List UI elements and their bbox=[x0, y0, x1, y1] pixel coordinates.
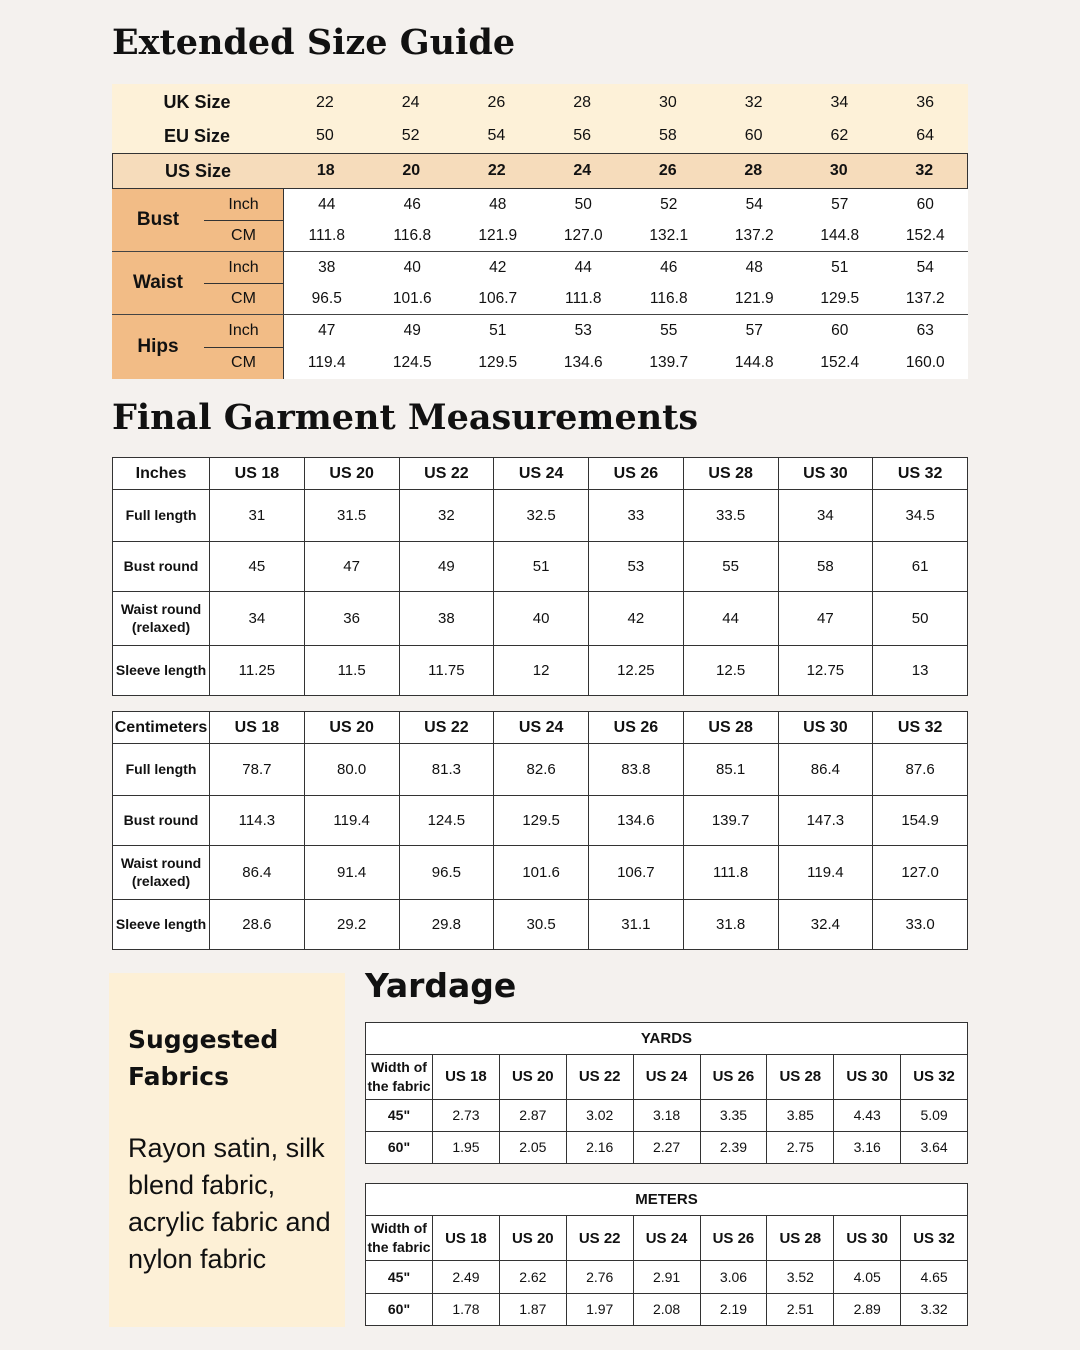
eu-size-label: EU Size bbox=[163, 125, 231, 146]
fabric-width-label: 60" bbox=[366, 1293, 433, 1325]
size-header: US 32 bbox=[873, 458, 968, 490]
cm-value: 144.8 bbox=[820, 226, 860, 244]
size-value: 52 bbox=[401, 127, 420, 144]
table-cell: 106.7 bbox=[589, 846, 684, 900]
table-cell: 119.4 bbox=[778, 846, 873, 900]
cm-value: 152.4 bbox=[820, 354, 860, 371]
cm-value: 127.0 bbox=[563, 226, 603, 244]
measurement-values bbox=[283, 315, 968, 379]
inch-values-row bbox=[284, 315, 968, 347]
cm-value: 134.6 bbox=[563, 354, 603, 371]
table-cell: 139.7 bbox=[683, 796, 778, 846]
cm-value: 137.2 bbox=[734, 226, 774, 244]
size-value: 28 bbox=[744, 162, 763, 179]
suggested-fabrics-title: Suggested Fabrics bbox=[128, 1025, 279, 1091]
size-value: 50 bbox=[315, 127, 334, 144]
cm-value: 116.8 bbox=[393, 226, 432, 244]
table-cell: 119.4 bbox=[304, 796, 399, 846]
inch-value: 38 bbox=[318, 258, 336, 276]
cm-value: 96.5 bbox=[311, 289, 342, 307]
size-header-row bbox=[366, 1055, 968, 1099]
table-cell: 129.5 bbox=[494, 796, 589, 846]
inch-value: 57 bbox=[745, 322, 763, 339]
measurement-values bbox=[283, 189, 968, 251]
inch-values-row bbox=[284, 189, 968, 220]
table-cell: 61 bbox=[873, 542, 968, 592]
row-label: Bust round bbox=[113, 796, 210, 846]
table-cell: 86.4 bbox=[210, 846, 305, 900]
cm-value: 124.5 bbox=[392, 354, 432, 371]
table-cell: 2.51 bbox=[767, 1293, 834, 1325]
size-header: US 28 bbox=[683, 458, 778, 490]
size-header: US 18 bbox=[210, 712, 305, 744]
table-cell: 29.2 bbox=[304, 900, 399, 950]
size-measurements bbox=[112, 189, 968, 379]
measurement-values bbox=[283, 252, 968, 314]
table-cell: 1.87 bbox=[499, 1293, 566, 1325]
part-name: Hips bbox=[137, 336, 179, 357]
size-header: US 22 bbox=[566, 1055, 633, 1099]
inch-value: 57 bbox=[831, 195, 849, 213]
size-value: 58 bbox=[658, 127, 677, 144]
garment-inches-table bbox=[112, 457, 968, 696]
fabric-width-label: 45" bbox=[366, 1261, 433, 1293]
cm-value: 160.0 bbox=[905, 354, 945, 371]
table-cell: 45 bbox=[210, 542, 305, 592]
cm-value: 106.7 bbox=[478, 289, 518, 307]
cm-value: 152.4 bbox=[905, 226, 945, 244]
table-cell: 2.89 bbox=[834, 1293, 901, 1325]
table-cell: 2.76 bbox=[566, 1261, 633, 1293]
inch-value: 51 bbox=[831, 258, 849, 276]
size-header: US 24 bbox=[494, 712, 589, 744]
measurement-row-hips bbox=[112, 315, 968, 379]
size-header: US 26 bbox=[700, 1055, 767, 1099]
table-cell: 3.35 bbox=[700, 1099, 767, 1131]
unit-inch-label: Inch bbox=[228, 258, 259, 276]
size-value: 24 bbox=[573, 162, 592, 179]
table-cell: 40 bbox=[494, 592, 589, 646]
size-value: 20 bbox=[402, 162, 421, 179]
cm-value: 144.8 bbox=[734, 354, 774, 371]
eu-size-values bbox=[282, 127, 968, 145]
table-cell: 31 bbox=[210, 490, 305, 542]
part-name: Waist bbox=[133, 272, 183, 293]
size-header: US 20 bbox=[499, 1055, 566, 1099]
table-cell: 32.5 bbox=[494, 490, 589, 542]
size-header: US 24 bbox=[633, 1055, 700, 1099]
table-cell: 2.16 bbox=[566, 1131, 633, 1163]
table-cell: 33 bbox=[589, 490, 684, 542]
yardage-yards-table bbox=[365, 1022, 968, 1164]
table-cell: 11.25 bbox=[210, 646, 305, 696]
size-value: 26 bbox=[658, 162, 677, 179]
table-cell: 2.49 bbox=[433, 1261, 500, 1293]
size-header: US 30 bbox=[778, 458, 873, 490]
size-value: 28 bbox=[573, 93, 592, 111]
size-header: US 24 bbox=[494, 458, 589, 490]
size-value: 22 bbox=[487, 162, 506, 179]
unit-cm-label: CM bbox=[231, 289, 256, 307]
cm-value: 129.5 bbox=[820, 289, 860, 307]
table-cell: 2.19 bbox=[700, 1293, 767, 1325]
table-cell: 29.8 bbox=[399, 900, 494, 950]
table-row bbox=[113, 646, 968, 696]
table-cell: 12.5 bbox=[683, 646, 778, 696]
cm-value: 139.7 bbox=[649, 354, 689, 371]
table-cell: 30.5 bbox=[494, 900, 589, 950]
table-cell: 80.0 bbox=[304, 744, 399, 796]
size-header: US 30 bbox=[834, 1055, 901, 1099]
table-cell: 31.5 bbox=[304, 490, 399, 542]
table-cell: 1.97 bbox=[566, 1293, 633, 1325]
inch-value: 55 bbox=[660, 322, 678, 339]
table-row bbox=[113, 796, 968, 846]
width-of-fabric-label: Width of the fabric bbox=[366, 1216, 433, 1261]
size-value: 32 bbox=[915, 162, 934, 179]
garment-title: Final Garment Measurements bbox=[112, 397, 699, 438]
table-cell: 81.3 bbox=[399, 744, 494, 796]
row-label: Waist round (relaxed) bbox=[113, 846, 210, 900]
table-cell: 3.64 bbox=[901, 1131, 968, 1163]
unit-header-row bbox=[366, 1184, 968, 1216]
size-header: US 32 bbox=[901, 1055, 968, 1099]
inch-value: 48 bbox=[745, 258, 763, 276]
table-cell: 4.05 bbox=[834, 1261, 901, 1293]
size-value: 60 bbox=[744, 127, 763, 144]
size-header: US 18 bbox=[433, 1216, 500, 1261]
table-cell: 33.5 bbox=[683, 490, 778, 542]
inch-value: 50 bbox=[574, 195, 592, 213]
inch-value: 51 bbox=[489, 322, 507, 339]
table-cell: 127.0 bbox=[873, 846, 968, 900]
table-row bbox=[113, 490, 968, 542]
size-header: US 18 bbox=[433, 1055, 500, 1099]
table-cell: 58 bbox=[778, 542, 873, 592]
size-guide-table bbox=[112, 84, 968, 379]
us-size-row bbox=[112, 153, 968, 189]
inch-value: 46 bbox=[403, 195, 421, 213]
us-size-values bbox=[283, 162, 967, 180]
cm-value: 101.6 bbox=[392, 289, 432, 307]
table-cell: 114.3 bbox=[210, 796, 305, 846]
unit-header-row bbox=[366, 1023, 968, 1055]
cm-value: 132.1 bbox=[649, 226, 689, 244]
table-header-unit: Inches bbox=[113, 458, 210, 490]
inch-value: 44 bbox=[574, 258, 592, 276]
table-cell: 49 bbox=[399, 542, 494, 592]
unit-cm-label: CM bbox=[231, 226, 256, 244]
table-cell: 86.4 bbox=[778, 744, 873, 796]
unit-inch-label: Inch bbox=[228, 322, 259, 339]
table-cell: 1.95 bbox=[433, 1131, 500, 1163]
table-cell: 34.5 bbox=[873, 490, 968, 542]
table-cell: 34 bbox=[778, 490, 873, 542]
size-header: US 26 bbox=[589, 458, 684, 490]
table-cell: 4.43 bbox=[834, 1099, 901, 1131]
table-cell: 85.1 bbox=[683, 744, 778, 796]
table-cell: 51 bbox=[494, 542, 589, 592]
table-cell: 33.0 bbox=[873, 900, 968, 950]
size-header: US 18 bbox=[210, 458, 305, 490]
table-cell: 3.32 bbox=[901, 1293, 968, 1325]
table-row bbox=[113, 592, 968, 646]
table-row bbox=[366, 1099, 968, 1131]
table-cell: 12.25 bbox=[589, 646, 684, 696]
table-cell: 2.27 bbox=[633, 1131, 700, 1163]
width-of-fabric-label: Width of the fabric bbox=[366, 1055, 433, 1099]
table-cell: 134.6 bbox=[589, 796, 684, 846]
table-cell: 11.5 bbox=[304, 646, 399, 696]
measurement-part bbox=[112, 189, 283, 251]
size-value: 56 bbox=[573, 127, 592, 144]
inch-value: 54 bbox=[745, 195, 763, 213]
size-value: 36 bbox=[916, 93, 935, 111]
table-cell: 42 bbox=[589, 592, 684, 646]
uk-size-values bbox=[282, 94, 968, 112]
size-header: US 22 bbox=[566, 1216, 633, 1261]
inch-value: 63 bbox=[916, 322, 934, 339]
inch-value: 46 bbox=[660, 258, 678, 276]
inch-value: 52 bbox=[660, 195, 678, 213]
suggested-fabrics-text: Rayon satin, silk blend fabric, acrylic fabric and nylon fabric bbox=[128, 1133, 331, 1274]
size-header: US 20 bbox=[304, 458, 399, 490]
table-cell: 32.4 bbox=[778, 900, 873, 950]
table-cell: 2.08 bbox=[633, 1293, 700, 1325]
size-value: 30 bbox=[658, 93, 677, 111]
inch-value: 49 bbox=[403, 322, 421, 339]
size-header-row bbox=[366, 1216, 968, 1261]
cm-value: 129.5 bbox=[478, 354, 518, 371]
table-cell: 34 bbox=[210, 592, 305, 646]
inch-value: 53 bbox=[574, 322, 592, 339]
uk-size-label: UK Size bbox=[163, 92, 231, 112]
table-cell: 12 bbox=[494, 646, 589, 696]
table-cell: 2.87 bbox=[499, 1099, 566, 1131]
inch-value: 42 bbox=[489, 258, 507, 276]
size-value: 34 bbox=[830, 93, 849, 111]
eu-size-row bbox=[112, 119, 968, 153]
table-cell: 28.6 bbox=[210, 900, 305, 950]
table-cell: 1.78 bbox=[433, 1293, 500, 1325]
table-cell: 91.4 bbox=[304, 846, 399, 900]
suggested-fabrics-panel bbox=[109, 973, 345, 1327]
row-label: Full length bbox=[113, 744, 210, 796]
table-row bbox=[113, 744, 968, 796]
size-header: US 20 bbox=[499, 1216, 566, 1261]
size-value: 22 bbox=[315, 93, 334, 111]
table-cell: 44 bbox=[683, 592, 778, 646]
table-cell: 55 bbox=[683, 542, 778, 592]
measurement-part bbox=[112, 315, 283, 379]
table-cell: 147.3 bbox=[778, 796, 873, 846]
size-header: US 28 bbox=[683, 712, 778, 744]
table-cell: 3.02 bbox=[566, 1099, 633, 1131]
row-label: Waist round (relaxed) bbox=[113, 592, 210, 646]
size-header: US 32 bbox=[873, 712, 968, 744]
table-row bbox=[366, 1261, 968, 1293]
table-cell: 38 bbox=[399, 592, 494, 646]
unit-cm-label: CM bbox=[231, 354, 256, 371]
table-cell: 36 bbox=[304, 592, 399, 646]
unit-header: YARDS bbox=[366, 1023, 968, 1055]
inch-value: 47 bbox=[318, 322, 336, 339]
row-label: Sleeve length bbox=[113, 646, 210, 696]
table-row bbox=[113, 900, 968, 950]
table-cell: 2.75 bbox=[767, 1131, 834, 1163]
table-cell: 31.1 bbox=[589, 900, 684, 950]
size-header: US 24 bbox=[633, 1216, 700, 1261]
inch-value: 54 bbox=[916, 258, 934, 276]
table-cell: 2.73 bbox=[433, 1099, 500, 1131]
inch-value: 60 bbox=[916, 195, 934, 213]
cm-value: 111.8 bbox=[565, 289, 602, 307]
table-cell: 96.5 bbox=[399, 846, 494, 900]
table-cell: 3.85 bbox=[767, 1099, 834, 1131]
cm-values-row bbox=[284, 220, 968, 251]
table-cell: 82.6 bbox=[494, 744, 589, 796]
size-value: 62 bbox=[830, 127, 849, 144]
size-value: 64 bbox=[916, 127, 935, 144]
inch-value: 44 bbox=[318, 195, 336, 213]
cm-value: 119.4 bbox=[307, 354, 346, 371]
cm-value: 111.8 bbox=[308, 226, 345, 244]
cm-values-row bbox=[284, 347, 968, 379]
size-header: US 28 bbox=[767, 1055, 834, 1099]
table-row bbox=[366, 1293, 968, 1325]
size-header: US 22 bbox=[399, 458, 494, 490]
yardage-meters-table bbox=[365, 1183, 968, 1326]
size-header: US 20 bbox=[304, 712, 399, 744]
table-cell: 4.65 bbox=[901, 1261, 968, 1293]
measurement-part bbox=[112, 252, 283, 314]
cm-values-row bbox=[284, 283, 968, 314]
table-row bbox=[366, 1131, 968, 1163]
unit-header: METERS bbox=[366, 1184, 968, 1216]
table-cell: 53 bbox=[589, 542, 684, 592]
table-cell: 3.18 bbox=[633, 1099, 700, 1131]
measurement-row-bust bbox=[112, 189, 968, 252]
cm-value: 121.9 bbox=[478, 226, 518, 244]
fabric-width-label: 45" bbox=[366, 1099, 433, 1131]
size-guide-title: Extended Size Guide bbox=[112, 22, 516, 63]
table-cell: 111.8 bbox=[683, 846, 778, 900]
unit-inch-label: Inch bbox=[228, 195, 259, 213]
table-cell: 2.91 bbox=[633, 1261, 700, 1293]
table-cell: 2.05 bbox=[499, 1131, 566, 1163]
size-header: US 32 bbox=[901, 1216, 968, 1261]
inch-value: 48 bbox=[489, 195, 507, 213]
row-label: Sleeve length bbox=[113, 900, 210, 950]
uk-size-row bbox=[112, 84, 968, 119]
table-cell: 154.9 bbox=[873, 796, 968, 846]
size-header: US 26 bbox=[700, 1216, 767, 1261]
table-cell: 50 bbox=[873, 592, 968, 646]
table-cell: 101.6 bbox=[494, 846, 589, 900]
table-row bbox=[113, 846, 968, 900]
size-header: US 30 bbox=[834, 1216, 901, 1261]
measurement-row-waist bbox=[112, 252, 968, 315]
inch-value: 60 bbox=[831, 322, 849, 339]
table-cell: 78.7 bbox=[210, 744, 305, 796]
size-header: US 26 bbox=[589, 712, 684, 744]
us-size-label: US Size bbox=[164, 160, 232, 181]
size-header: US 28 bbox=[767, 1216, 834, 1261]
table-cell: 31.8 bbox=[683, 900, 778, 950]
table-header-unit: Centimeters bbox=[113, 712, 210, 744]
table-cell: 11.75 bbox=[399, 646, 494, 696]
table-cell: 2.39 bbox=[700, 1131, 767, 1163]
row-label: Bust round bbox=[113, 542, 210, 592]
table-cell: 124.5 bbox=[399, 796, 494, 846]
size-value: 18 bbox=[316, 162, 335, 179]
fabric-width-label: 60" bbox=[366, 1131, 433, 1163]
table-cell: 13 bbox=[873, 646, 968, 696]
size-header: US 30 bbox=[778, 712, 873, 744]
table-cell: 3.52 bbox=[767, 1261, 834, 1293]
table-cell: 12.75 bbox=[778, 646, 873, 696]
cm-value: 116.8 bbox=[649, 289, 688, 307]
row-label: Full length bbox=[113, 490, 210, 542]
inch-values-row bbox=[284, 252, 968, 283]
table-cell: 47 bbox=[304, 542, 399, 592]
table-cell: 5.09 bbox=[901, 1099, 968, 1131]
table-cell: 87.6 bbox=[873, 744, 968, 796]
cm-value: 121.9 bbox=[734, 289, 774, 307]
table-cell: 32 bbox=[399, 490, 494, 542]
size-value: 32 bbox=[744, 93, 763, 111]
size-value: 30 bbox=[829, 162, 848, 179]
cm-value: 137.2 bbox=[905, 289, 945, 307]
table-cell: 3.16 bbox=[834, 1131, 901, 1163]
yardage-title: Yardage bbox=[365, 966, 517, 1005]
table-cell: 47 bbox=[778, 592, 873, 646]
table-row bbox=[113, 542, 968, 592]
table-cell: 3.06 bbox=[700, 1261, 767, 1293]
size-header: US 22 bbox=[399, 712, 494, 744]
table-cell: 2.62 bbox=[499, 1261, 566, 1293]
garment-centimeters-table bbox=[112, 711, 968, 950]
size-value: 24 bbox=[401, 93, 420, 111]
size-value: 26 bbox=[487, 93, 506, 111]
part-name: Bust bbox=[136, 209, 180, 230]
inch-value: 40 bbox=[403, 258, 421, 276]
table-cell: 83.8 bbox=[589, 744, 684, 796]
size-value: 54 bbox=[487, 127, 506, 144]
